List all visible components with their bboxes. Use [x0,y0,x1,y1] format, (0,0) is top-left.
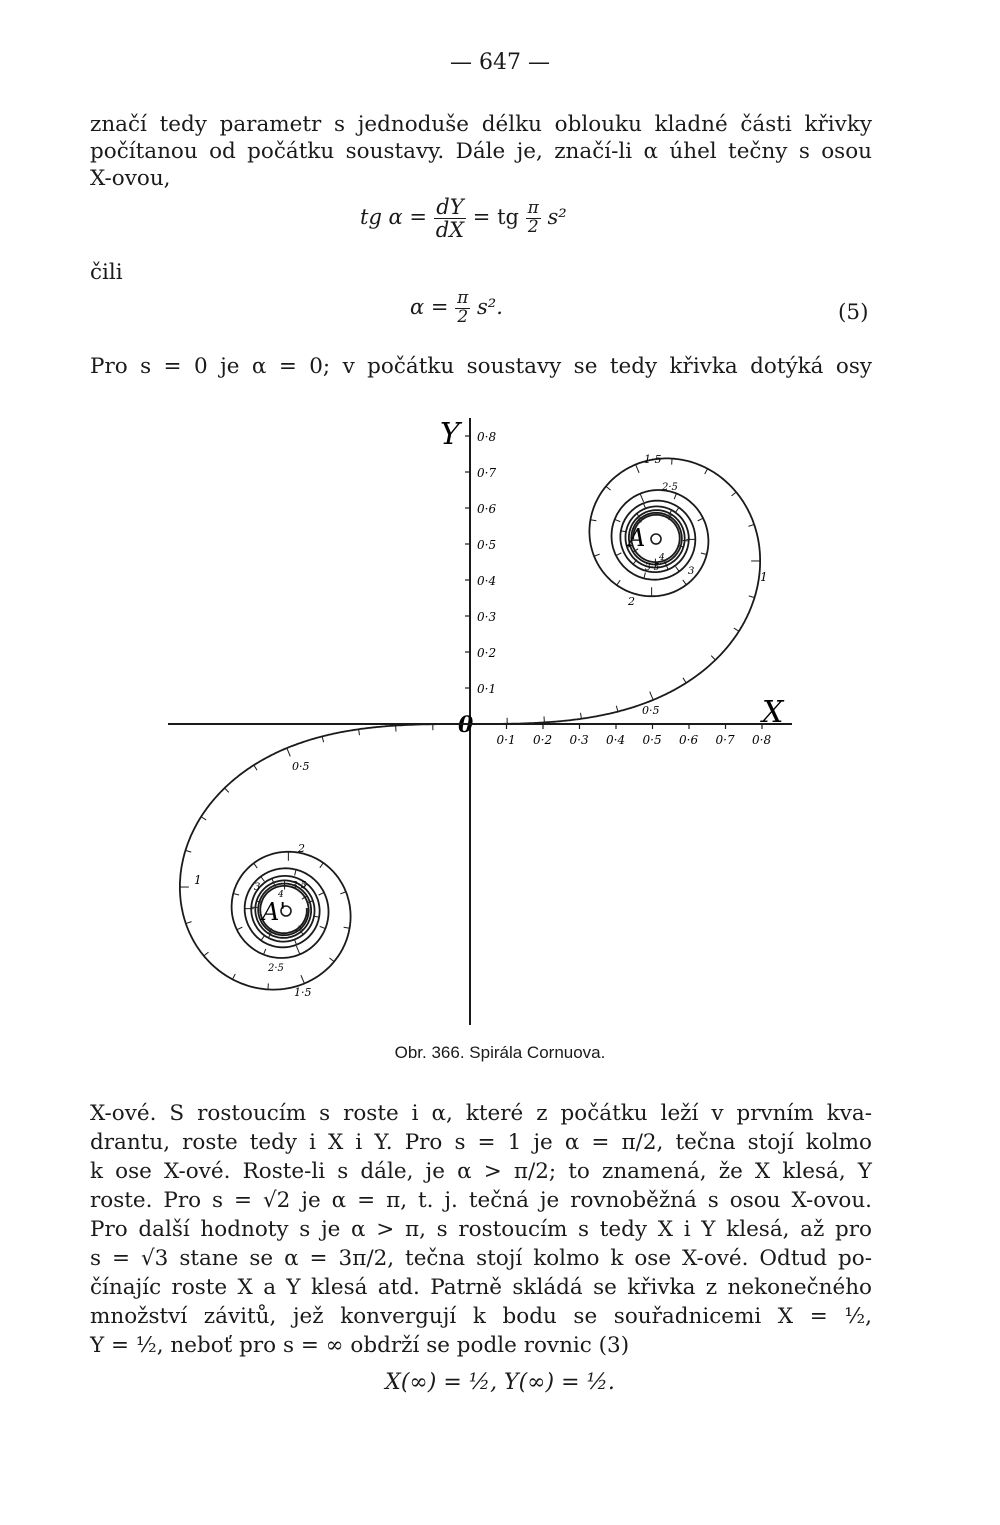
eq1-fraction2 [526,200,541,237]
arc-tick [295,870,296,876]
para3-line1: X-ové. S rostoucím s roste i α, které z počátku leží v prvním kva- [90,1101,872,1126]
arc-tick [186,922,192,924]
eq5-den: 2 [457,306,469,327]
eq5-tail: s². [477,294,503,319]
arc-tick [650,692,653,700]
point-label-a: A [628,524,646,552]
arc-tick [701,553,707,554]
curve-label-bottom-3-5: 3·5 [292,881,307,891]
arc-tick [616,553,621,556]
x-tick-label: 0·7 [715,733,735,747]
eq1-num2: π [527,198,539,219]
origin-label: 0 [458,712,474,738]
arc-tick [674,493,676,499]
arc-tick [698,518,703,521]
arc-tick [749,596,755,598]
y-tick-label: 0·1 [477,682,497,696]
arc-tick [711,656,715,660]
arc-tick [615,519,621,521]
point-label-a-prime: A' [262,898,286,926]
y-tick-label: 0·8 [477,430,497,444]
eq1-den: dX [435,218,465,243]
arc-tick [683,678,686,683]
equation-number-5: (5) [838,300,869,325]
arc-tick [748,524,754,526]
arc-tick [590,520,596,521]
arc-tick [636,465,639,473]
para1-line3: X-ovou, [90,166,171,191]
arc-tick [185,850,191,852]
page-number: — 647 — [450,50,550,75]
arc-tick [683,580,687,585]
y-tick-label: 0·5 [477,538,497,552]
arc-tick [617,580,620,585]
cili-word: čili [90,260,123,285]
y-tick-label: 0·4 [477,574,497,588]
arc-tick [320,863,323,868]
para1-line1: značí tedy parametr s jednoduše délku oblouku kladné části křivky [90,112,872,137]
limit-point-a [651,534,661,544]
y-axis-label: Y [440,417,460,452]
arc-tick [616,706,617,712]
arc-tick [233,894,239,895]
y-tick-label: 0·6 [477,502,497,516]
eq1-den2: 2 [527,217,539,238]
arc-tick [329,958,334,962]
curve-label-bottom-2-5: 2·5 [268,963,284,974]
figure-caption: Obr. 366. Spirála Cornuova. [394,1043,606,1062]
curve-label-bottom-4: 4 [278,890,284,900]
eq1-mid: = tg [472,205,519,230]
para3-line5: Pro další hodnoty s je α > π, s rostoucím s tedy X i Y klesá, až pro [90,1217,872,1242]
eq1-num: dY [434,196,466,219]
x-tick-label: 0·1 [496,733,516,747]
arc-tick [319,892,324,895]
arc-tick [344,927,350,928]
arc-tick [296,946,299,954]
arc-tick [287,748,290,756]
arc-tick [232,974,235,979]
curve-label-top-3: 3 [688,566,695,577]
arc-tick [204,952,209,956]
arc-tick [705,469,708,474]
x-axis-label: X [762,695,784,730]
curve-label-top-1-5: 1·5 [644,453,662,466]
eq1-fraction [434,196,466,241]
x-tick-label: 0·6 [679,733,699,747]
y-tick-label: 0·2 [477,646,497,660]
para3-line8: množství závitů, jež konvergují k bodu se souřadnicemi X = ½, [90,1304,872,1329]
y-axis-tick-labels [477,430,496,696]
arc-tick [320,926,326,928]
para3-line3: k ose X-ové. Roste-li s dále, je α > π/2; to znamená, že X klesá, Y [90,1159,872,1184]
equation-tangent [360,196,567,241]
arc-tick [675,508,678,513]
arc-tick [322,736,323,742]
arc-tick [594,554,600,556]
x-axis-tick-labels [497,733,772,747]
curve-label-bottom-1-5: 1·5 [294,986,312,999]
para3-line4: roste. Pro s = √2 je α = π, t. j. tečná je rovnoběžná s osou X-ovou. [90,1188,872,1213]
arc-tick [732,492,737,496]
curve-label-bottom-1: 1 [194,873,202,887]
curve-label-bottom-2: 2 [298,842,305,855]
arc-tick [676,567,680,572]
curve-label-top-4: 4 [659,553,665,563]
cornu-spiral-figure [0,400,1000,1040]
arc-tick [237,927,242,930]
curve-label-top-2-5: 2·5 [662,482,678,493]
y-tick-label: 0·3 [477,610,497,624]
x-tick-label: 0·8 [752,733,772,747]
x-tick-label: 0·2 [533,733,553,747]
equation-5 [410,290,503,327]
arc-tick [201,817,206,820]
para3-line6: s = √3 stane se α = 3π/2, tečna stojí kolmo k ose X-ové. Odtud po- [90,1246,872,1271]
para3-line7: čínajíc roste X a Y klesá atd. Patrně skládá se křivka z nekonečného [90,1275,872,1300]
arc-tick [606,486,611,490]
eq5-fraction [455,290,470,327]
arc-tick [261,877,265,882]
curve-label-bottom-0-5: 0·5 [292,760,310,773]
para3-line2: drantu, roste tedy i X i Y. Pro s = 1 je α = π/2, tečna stojí kolmo [90,1130,872,1155]
curve-label-top-3-5: 3·5 [645,563,660,573]
x-tick-label: 0·3 [569,733,589,747]
arc-tick [640,494,643,502]
para2-line: Pro s = 0 je α = 0; v počátku soustavy se tedy křivka dotýká osy [90,354,872,379]
arc-tick [734,628,739,631]
y-tick-label: 0·7 [477,466,497,480]
para1-line2: počítanou od počátku soustavy. Dále je, značí-li α úhel tečny s osou [90,139,872,164]
eq1-lhs: tg α = [360,205,428,230]
arc-tick [340,892,346,894]
arc-tick [644,573,645,579]
para3-line9: Y = ½, neboť pro s = ∞ obdrží se podle rovnic (3) [90,1333,630,1358]
eq5-lhs: α = [410,294,449,319]
curve-label-top-2: 2 [628,595,635,608]
arc-tick [261,936,264,941]
arc-tick [225,788,229,792]
arc-tick [359,729,360,735]
x-tick-label: 0·4 [606,733,626,747]
eq1-tail: s² [547,205,567,230]
arc-tick [254,863,258,868]
eq5-num: π [457,288,469,308]
curve-label-bottom-3: 3 [254,882,261,893]
arc-tick [581,713,582,719]
curve-label-top-0-5: 0·5 [642,704,660,717]
x-tick-label: 0·5 [642,733,662,747]
arc-tick [301,975,304,983]
arc-tick [254,765,257,770]
final-equation: X(∞) = ½, Y(∞) = ½. [385,1370,615,1395]
curve-label-top-1: 1 [760,570,768,584]
arc-tick [264,949,266,955]
